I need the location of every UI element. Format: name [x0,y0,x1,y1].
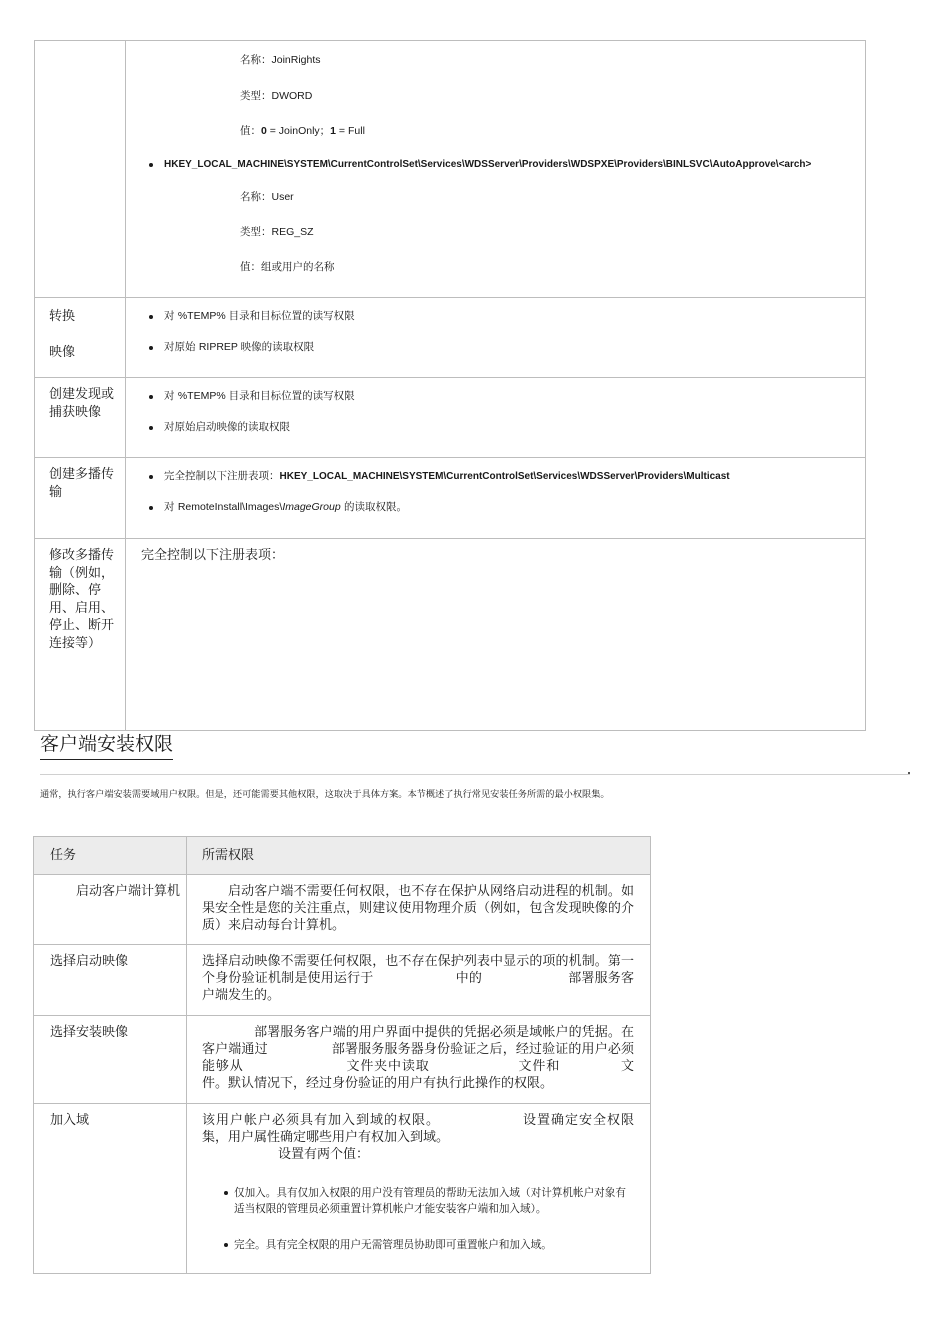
divider-end-mark [908,772,910,774]
permission-cell [126,378,866,458]
registry-value-line: 值：0 = JoinOnly；1 = Full [240,125,365,137]
registry-value-line-2: 值：组或用户的名称 [240,261,335,273]
permission-cell [126,539,866,731]
table-row [34,875,651,945]
registry-type-line-2: 类型：REG_SZ [240,226,314,238]
table-row [35,539,866,731]
task-label-convert: 转换 [49,309,76,324]
table-row [35,458,866,539]
task-cell: 加入域 [34,1104,187,1274]
permission-cell: 选择启动映像不需要任何权限，也不存在保护列表中显示的项的机制。第一个身份验证机制是使用运行于 中的 部署服务客户端发生的。 [187,945,651,1016]
task-cell [35,458,126,539]
task-cell: 选择启动映像 [34,945,187,1016]
task-cell [35,298,126,378]
client-permissions-table [33,836,651,1274]
task-label: 创建多播传输 [49,467,115,500]
registry-name-line-2: 名称：User [240,191,294,203]
table-row [35,298,866,378]
section-title: 客户端安装权限 [40,731,173,760]
permission-cell [126,41,866,298]
table-row [35,378,866,458]
permission-cell [126,458,866,539]
column-header-task: 任务 [34,837,187,875]
table-row [34,1104,651,1274]
task-cell: 选择安装映像 [34,1016,187,1104]
permission-text: 完全控制以下注册表项： [141,548,285,563]
task-cell [35,378,126,458]
task-label: 创建发现或捕获映像 [49,387,115,420]
list-item: 对原始 RIPREP 映像的读取权限 [126,332,857,363]
registry-type-line: 类型：DWORD [240,90,313,102]
list-item: 对 %TEMP% 目录和目标位置的读写权限 [126,301,857,332]
list-item: 完全。具有完全权限的用户无需管理员协助即可重置帐户和加入域。 [234,1237,634,1253]
permission-cell: 部署服务客户端的用户界面中提供的凭据必须是域帐户的凭据。在客户端通过 部署服务服务器身份验证之后，经过验证的用户必须能够从 文件夹中读取 文件和 文件。默认情况下，经过身份验证的用户有执行此操作的权限。 [187,1016,651,1104]
table-row [34,945,651,1016]
section-intro: 通常，执行客户端安装需要域用户权限。但是，还可能需要其他权限，这取决于具体方案。本节概述了执行常见安装任务所需的最小权限集。 [40,789,610,800]
table-row [34,1016,651,1104]
task-cell [35,539,126,731]
task-cell-empty [35,41,126,298]
task-cell: 启动客户端计算机 [34,875,187,945]
table-row [35,41,866,298]
task-label: 修改多播传输（例如，删除、停用、启用、停止、断开连接等） [49,548,115,651]
table-header-row [34,837,651,875]
server-permissions-table [34,40,866,731]
list-item: 对 RemoteInstall\Images\ImageGroup 的读取权限。 [126,492,857,523]
column-header-permission: 所需权限 [187,837,651,875]
task-label-image: 映像 [49,344,76,360]
permission-cell [126,298,866,378]
permission-cell: 该用户帐户必须具有加入到域的权限。 设置确定安全权限集，用户属性确定哪些用户有权加入到域。 设置有两个值： 仅加入。具有仅加入权限的用户没有管理员的帮助无法加入域（对计算机帐户对象有适当权限的管理员必须重置计算机帐户才能安装客户端和加入域）。 完全。具有完全权限的用户无需管理员协助即可重置帐户和加入域。 [187,1104,651,1274]
registry-name-line: 名称：JoinRights [240,54,321,66]
list-item: 仅加入。具有仅加入权限的用户没有管理员的帮助无法加入域（对计算机帐户对象有适当权限的管理员必须重置计算机帐户才能安装客户端和加入域）。 [234,1185,634,1217]
registry-key-autoapprove: HKEY_LOCAL_MACHINE\SYSTEM\CurrentControlSet\Services\WDSServer\Providers\WDSPXE\Providers\BINLSVC\AutoApprove\<arch> [126,149,857,180]
join-rights-list [202,1185,634,1253]
permission-cell: 启动客户端不需要任何权限，也不存在保护从网络启动进程的机制。如果安全性是您的关注重点，则建议使用物理介质（例如，包含发现映像的介质）来启动每台计算机。 [187,875,651,945]
section-divider [40,774,910,775]
list-item: 对 %TEMP% 目录和目标位置的读写权限 [126,381,857,412]
list-item: 完全控制以下注册表项：HKEY_LOCAL_MACHINE\SYSTEM\CurrentControlSet\Services\WDSServer\Providers\Multicast [126,461,857,492]
list-item: 对原始启动映像的读取权限 [126,412,857,443]
